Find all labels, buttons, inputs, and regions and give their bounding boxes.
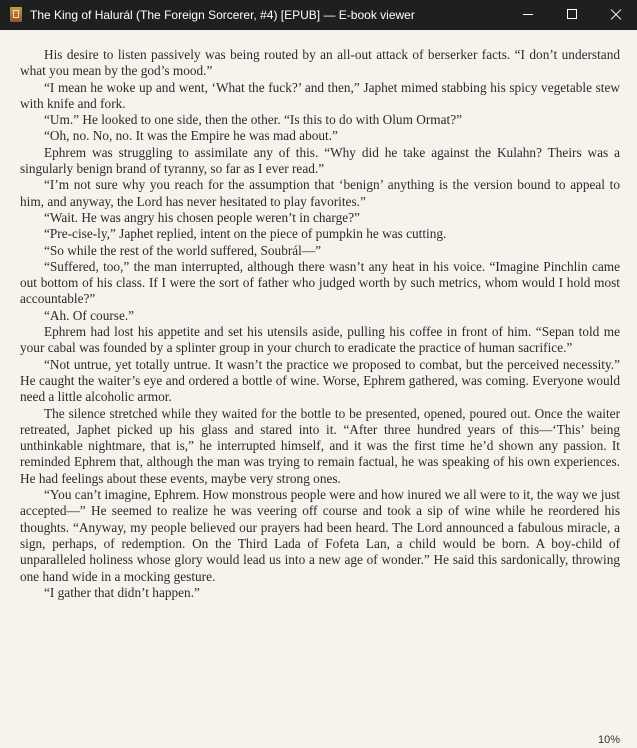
paragraph: “Suffered, too,” the man interrupted, although there wasn’t any heat in his voice. “Imagine Pinchlin came out bottom of his class. If I were the sort of father who judged worth by such metrics, whom would I hold most accountable?” (20, 258, 620, 307)
paragraph: “You can’t imagine, Ephrem. How monstrous people were and how inured we all were to it, the way we just accepted—” He seemed to realize he was veering off course and took a sip of wine while he reordered his thoughts. “Anyway, my people believed our prayers had been heard. The Lord announced a fabulous miracle, a sign, perhaps, of redemption. On the Third Lada of Fofeta Lan, a child would be born. A boy-child of unparalleled holiness whose glory would lead us into a new age of wonder.” He said this sardonically, throwing one hand wide in a mocking gesture. (20, 487, 620, 584)
reading-progress: 10% (597, 734, 620, 746)
book-icon (10, 7, 22, 22)
paragraph: “I gather that didn’t happen.” (44, 584, 200, 600)
window-title: The King of Halurál (The Foreign Sorcerer, #4) [EPUB] — E-book viewer (30, 8, 415, 22)
paragraph: “Um.” He looked to one side, then the other. “Is this to do with Olum Ormat?” (44, 112, 463, 128)
paragraph: “Not untrue, yet totally untrue. It wasn’t the practice we proposed to combat, but the perceived necessity.” He caught the waiter’s eye and ordered a bottle of wine. Worse, Ephrem gathered, was coming. Everyone would need a little alcoholic armor. (20, 356, 620, 405)
paragraph: “I’m not sure why you reach for the assumption that ‘benign’ anything is the version bound to appeal to him, and anyway, the Lord has never hesitated to play favorites.” (20, 177, 620, 209)
paragraph: “Oh, no. No, no. It was the Empire he was mad about.” (44, 128, 338, 144)
paragraph: “So while the rest of the world suffered, Soubrál—” (44, 242, 322, 258)
minimize-button[interactable] (505, 0, 551, 30)
paragraph: “Pre-cise-ly,” Japhet replied, intent on the piece of pumpkin he was cutting. (44, 226, 447, 242)
close-button[interactable] (593, 0, 637, 30)
paragraph: Ephrem was struggling to assimilate any of this. “Why did he take against the Kulahn? Theirs was a singularly benign brand of tyranny, so far as I ever read.” (20, 144, 620, 177)
paragraph: “Wait. He was angry his chosen people weren’t in charge?” (44, 209, 360, 225)
book-text[interactable] (20, 47, 620, 601)
paragraph: Ephrem had lost his appetite and set his utensils aside, pulling his coffee in front of him. “Sepan told me your cabal was founded by a splinter group in your church to eradicate the practice of human sacrifice.” (20, 324, 620, 356)
paragraph: “I mean he woke up and went, ‘What the fuck?’ and then,” Japhet mimed stabbing his spicy vegetable stew with knife and fork. (20, 79, 620, 111)
paragraph: “Ah. Of course.” (44, 307, 135, 323)
paragraph: His desire to listen passively was being routed by an all-out attack of berserker facts. “I don’t understand what you mean by the god’s mood.” (20, 47, 620, 79)
maximize-button[interactable] (549, 0, 595, 30)
window-title-bar[interactable] (0, 0, 637, 30)
paragraph: The silence stretched while they waited for the bottle to be presented, opened, poured out. Once the waiter retreated, Japhet picked up his glass and stared into it. “After three hundred years of this—‘This’ being unthinkable nightmare, that is,” he interrupted himself, and it was the first time he’d shown any passion. It reminded Ephrem that, although the man was trying to remain factual, he was speaking of his own experiences. He had feelings about these events, maybe very strong ones. (20, 405, 620, 486)
